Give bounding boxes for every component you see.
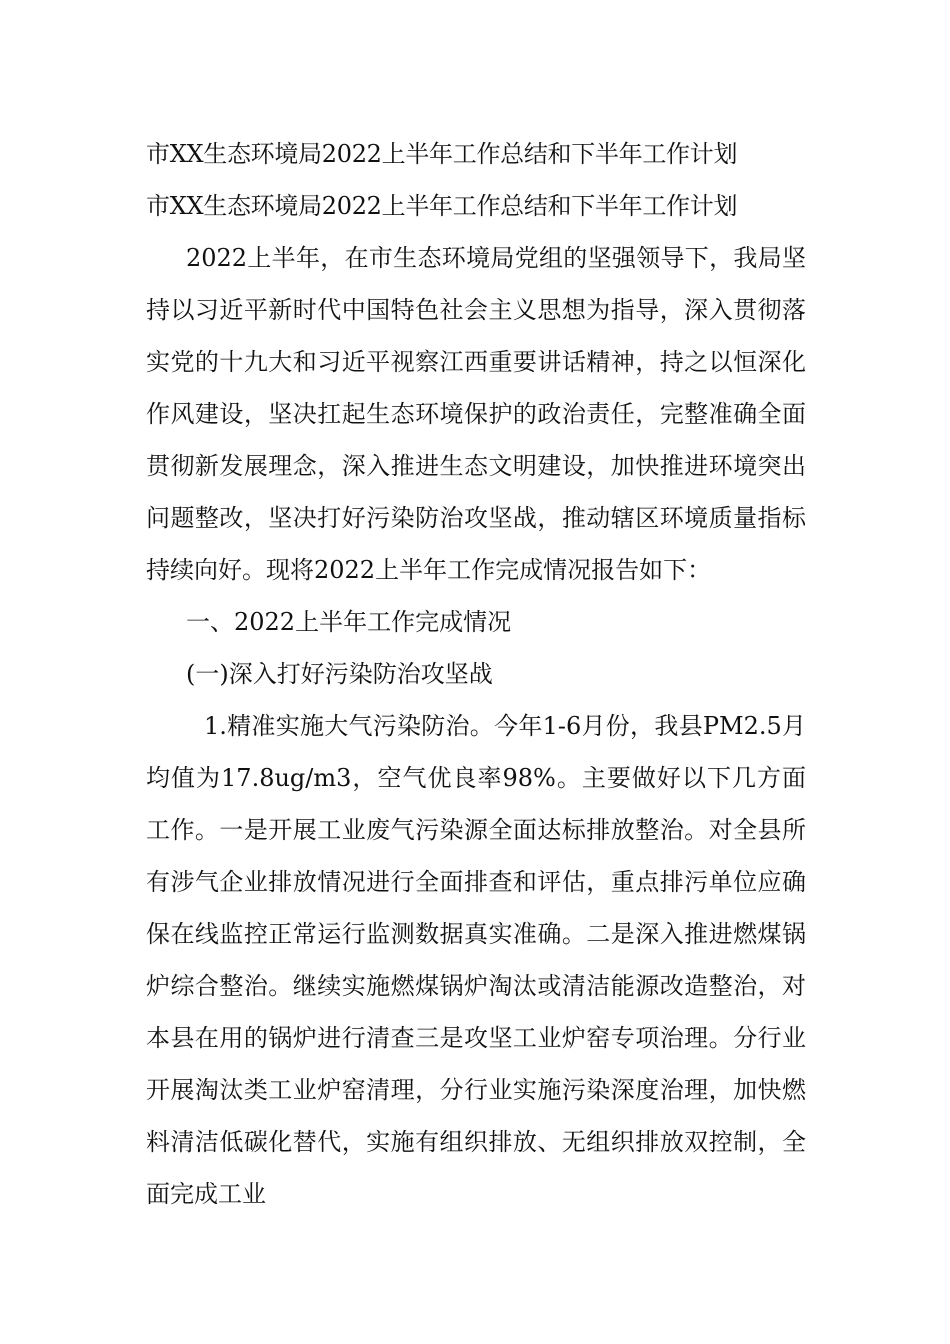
document-body	[146, 128, 806, 1220]
intro-paragraph: 2022上半年，在市生态环境局党组的坚强领导下，我局坚持以习近平新时代中国特色社会主义思想为指导，深入贯彻落实党的十九大和习近平视察江西重要讲话精神，持之以恒深化作风建设，坚决扛起生态环境保护的政治责任，完整准确全面贯彻新发展理念，深入推进生态文明建设，加快推进环境突出问题整改，坚决打好污染防治攻坚战，推动辖区环境质量指标持续向好。现将2022上半年工作完成情况报告如下：	[146, 244, 806, 584]
document-title-repeat: 市XX生态环境局2022上半年工作总结和下半年工作计划	[146, 192, 738, 220]
section-heading: 一、2022上半年工作完成情况	[186, 608, 512, 636]
item-paragraph: 1.精准实施大气污染防治。今年1-6月份，我县PM2.5月均值为17.8ug/m3，空气优良率98%。主要做好以下几方面工作。一是开展工业废气污染源全面达标排放整治。对全县所有涉气企业排放情况进行全面排查和评估，重点排污单位应确保在线监控正常运行监测数据真实准确。二是深入推进燃煤锅炉综合整治。继续实施燃煤锅炉淘汰或清洁能源改造整治，对本县在用的锅炉进行清查三是攻坚工业炉窑专项治理。分行业开展淘汰类工业炉窑清理，分行业实施污染深度治理，加快燃料清洁低碳化替代，实施有组织排放、无组织排放双控制，全面完成工业	[146, 712, 806, 1208]
document-title: 市XX生态环境局2022上半年工作总结和下半年工作计划	[146, 140, 738, 168]
subsection-heading: (一)深入打好污染防治攻坚战	[186, 660, 493, 688]
